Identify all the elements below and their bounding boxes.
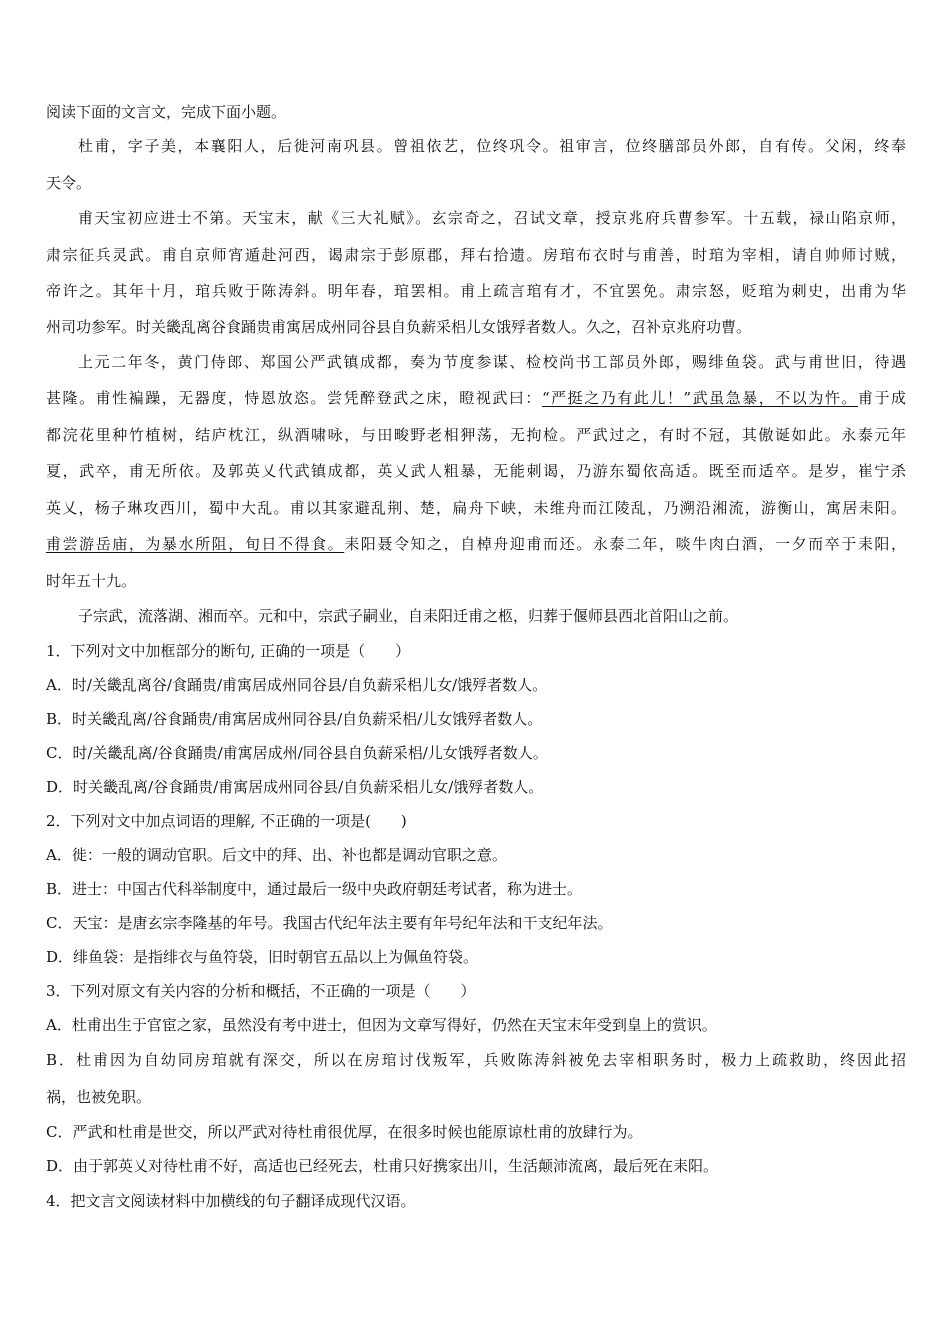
q1-stem: 1．下列对文中加框部分的断句, 正确的一项是（ ） <box>46 642 411 660</box>
q1-option-d: D．时关畿乱离/谷食踊贵/甫寓居成州同谷县/自负薪采梠儿女/饿殍者数人。 <box>46 778 544 796</box>
q1-option-a: A．时/关畿乱离谷/食踊贵/甫寓居成州同谷县/自负薪采梠儿女/饿殍者数人。 <box>46 676 548 694</box>
passage-p2-line4: 州司功参军。时关畿乱离谷食踊贵甫寓居成州同谷县自负薪采梠儿女饿殍者数人。久之，召补京兆府功曹。 <box>46 318 752 336</box>
q3-stem: 3．下列对原文有关内容的分析和概括，不正确的一项是（ ） <box>46 982 476 1000</box>
passage-p2-line3: 帝许之。其年十月，琯兵败于陈涛斜。明年春，琯罢相。甫上疏言琯有才，不宜罢免。肃宗怒，贬琯为刺史，出甫为华 <box>46 282 906 300</box>
passage-p3-line2-text: 甚隆。甫性褊躁，无器度，恃恩放恣。尝凭醉登武之床，瞪视武曰： <box>46 389 542 407</box>
passage-p3-line1: 上元二年冬，黄门侍郎、郑国公严武镇成都，奏为节度参谋、检校尚书工部员外郎，赐绯鱼袋。武与甫世旧，待遇 <box>78 353 906 371</box>
passage-p3-line2-tail: 甫于成 <box>857 389 906 407</box>
q2-stem: 2．下列对文中加点词语的理解, 不正确的一项是( ) <box>46 812 407 830</box>
q1-option-b: B．时关畿乱离/谷食踊贵/甫寓居成州同谷县/自负薪采梠/儿女饿殍者数人。 <box>46 710 543 728</box>
q2-option-d: D．绯鱼袋：是指绯衣与鱼符袋，旧时朝官五品以上为佩鱼符袋。 <box>46 948 479 966</box>
q1-option-c: C．时/关畿乱离/谷食踊贵/甫寓居成州/同谷县自负薪采梠/儿女饿殍者数人。 <box>46 744 548 762</box>
passage-p4: 子宗武，流落湖、湘而卒。元和中，宗武子嗣业，自耒阳迁甫之柩，归葬于偃师县西北首阳山之前。 <box>78 607 739 625</box>
passage-p3-line5: 英乂，杨子琳攻西川，蜀中大乱。甫以其家避乱荆、楚，扁舟下峡，未维舟而江陵乱，乃溯沿湘流，游衡山，寓居耒阳。 <box>46 499 906 517</box>
q2-option-a: A．徙：一般的调动官职。后文中的拜、出、补也都是调动官职之意。 <box>46 846 507 864</box>
q3-option-b-line1: B．杜甫因为自幼同房琯就有深交，所以在房琯讨伐叛军，兵败陈涛斜被免去宰相职务时，极力上疏救助，终因此招 <box>46 1051 906 1069</box>
q3-option-a: A．杜甫出生于官宦之家，虽然没有考中进士，但因为文章写得好，仍然在天宝末年受到皇上的赏识。 <box>46 1016 717 1034</box>
passage-p3-line3: 都浣花里种竹植树，结庐枕江，纵酒啸咏，与田畯野老相狎荡，无拘检。严武过之，有时不冠，其傲诞如此。永泰元年 <box>46 426 906 444</box>
underlined-sentence-2: 甫尝游岳庙，为暴水所阻，旬日不得食。 <box>46 535 345 553</box>
passage-p1-line1: 杜甫，字子美，本襄阳人，后徙河南巩县。曾祖依艺，位终巩令。祖审言，位终膳部员外郎，自有传。父闲，终奉 <box>78 137 906 155</box>
q2-option-c: C．天宝：是唐玄宗李隆基的年号。我国古代纪年法主要有年号纪年法和干支纪年法。 <box>46 914 613 932</box>
passage-intro: 阅读下面的文言文，完成下面小题。 <box>46 103 287 121</box>
passage-p3-line4: 夏，武卒，甫无所依。及郭英乂代武镇成都，英乂武人粗暴，无能刺谒，乃游东蜀依高适。既至而适卒。是岁，崔宁杀 <box>46 462 906 480</box>
underlined-sentence-1: “严挺之乃有此儿！”武虽急暴，不以为忤。 <box>541 389 858 407</box>
passage-p2-line1: 甫天宝初应进士不第。天宝末，献《三大礼赋》。玄宗奇之，召试文章，授京兆府兵曹参军。十五载，禄山陷京师， <box>78 209 906 227</box>
passage-p2-line2: 肃宗征兵灵武。甫自京师宵遁赴河西，谒肃宗于彭原郡，拜右拾遗。房琯布衣时与甫善，时琯为宰相，请自帅师讨贼， <box>46 246 906 264</box>
q4-stem: 4．把文言文阅读材料中加横线的句子翻译成现代汉语。 <box>46 1192 416 1210</box>
q3-option-d: D．由于郭英乂对待杜甫不好，高适也已经死去，杜甫只好携家出川，生活颠沛流离，最后死在耒阳。 <box>46 1157 719 1175</box>
passage-p3-line2 <box>46 388 906 408</box>
passage-p3-line7: 时年五十九。 <box>46 572 137 590</box>
passage-p1-line2: 天令。 <box>46 174 92 192</box>
passage-p3-line6-text: 耒阳聂令知之，自棹舟迎甫而还。永泰二年，啖牛肉白酒，一夕而卒于耒阳， <box>344 535 906 553</box>
q3-option-c: C．严武和杜甫是世交，所以严武对待杜甫很优厚，在很多时候也能原谅杜甫的放肆行为。 <box>46 1123 643 1141</box>
passage-p3-line6 <box>46 534 906 554</box>
q3-option-b-line2: 祸，也被免职。 <box>46 1088 152 1106</box>
q2-option-b: B．进士：中国古代科举制度中，通过最后一级中央政府朝廷考试者，称为进士。 <box>46 880 583 898</box>
